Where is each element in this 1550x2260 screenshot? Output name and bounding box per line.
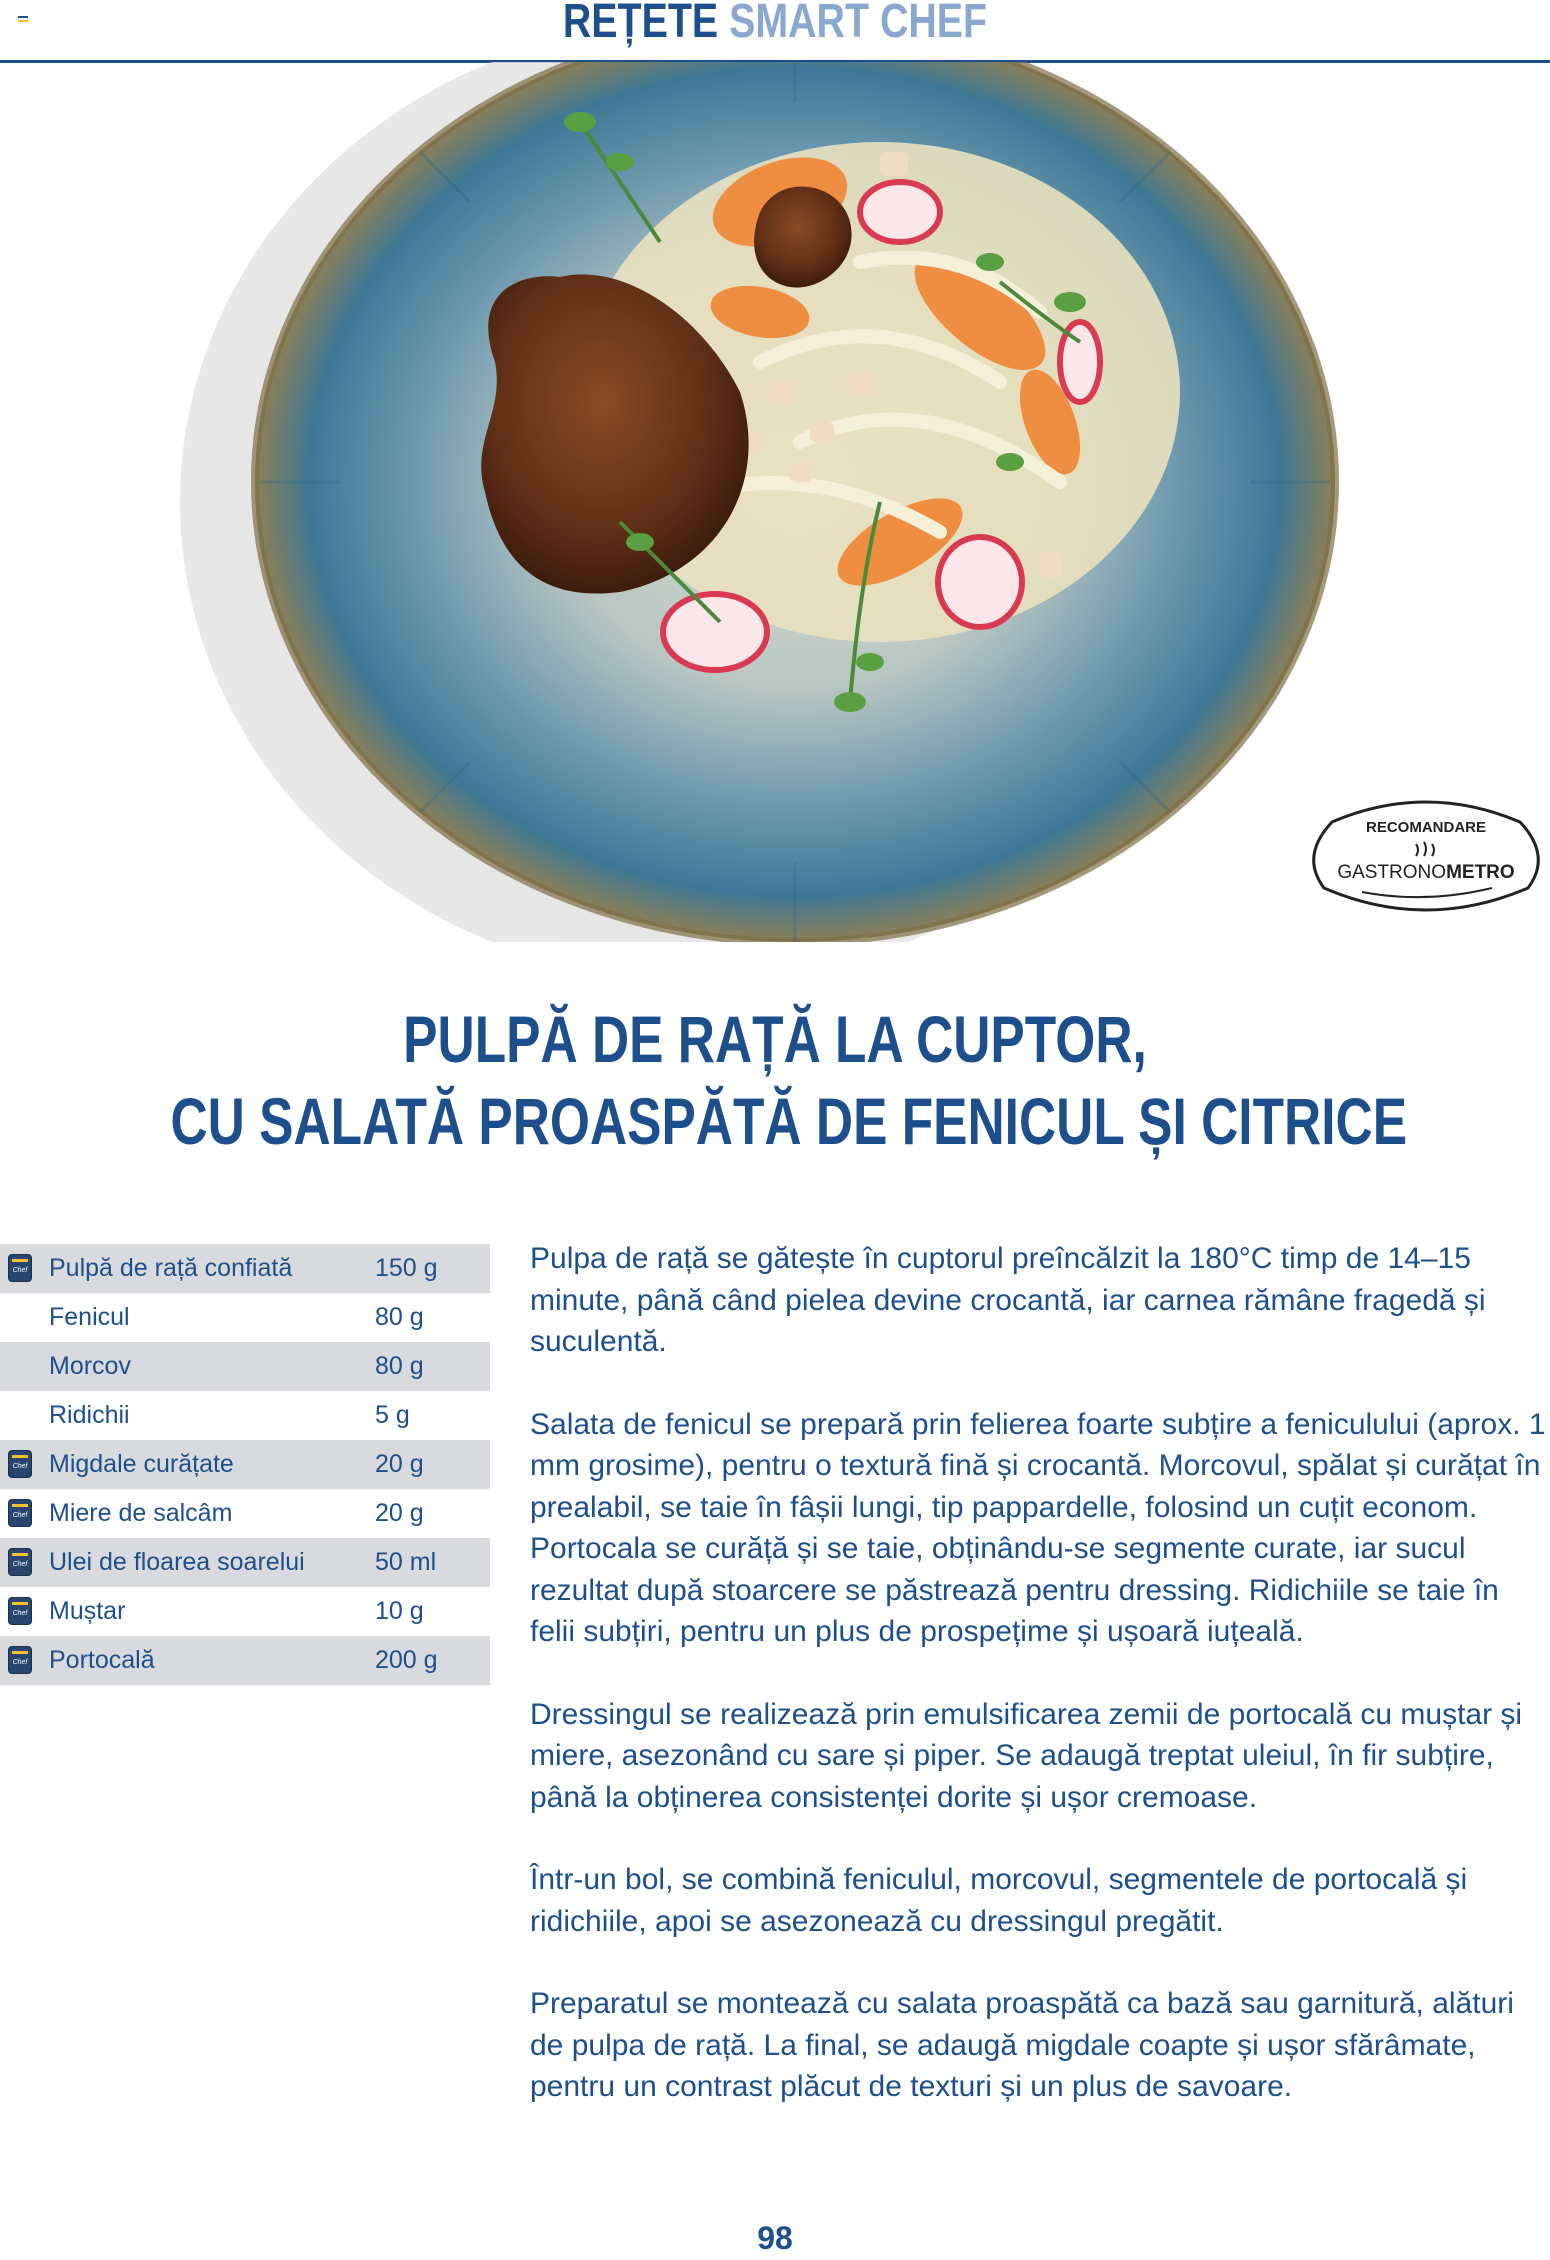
badge-brand-light: GASTRONO [1337,862,1447,883]
ingredient-quantity: 80 g [375,1303,424,1331]
section-title [140,0,1411,49]
metro-chef-icon [8,1499,32,1527]
ingredient-row [0,1538,490,1587]
ingredient-name: Miere de salcâm [49,1499,233,1527]
metro-chef-icon [8,1646,32,1674]
ingredient-quantity: 5 g [375,1401,410,1429]
ingredient-name: Muștar [49,1597,126,1625]
ingredient-quantity: 150 g [375,1254,438,1282]
ingredient-name: Portocală [49,1646,155,1674]
step-paragraph: Pulpa de rață se gătește în cuptorul preîncălzit la 180°C timp de 14–15 minute, până când pielea devine crocantă, iar carnea rămâne fragedă și suculentă. [530,1242,1486,1358]
step-paragraph: Dressingul se realizează prin emulsificarea zemii de portocală cu muștar și miere, asezonând cu sare și piper. Se adaugă treptat uleiul, în fir subțire, până la obținerea consistenței dorite și ușor cremoase. [530,1697,1523,1814]
section-title-primary: REȚETE [562,0,719,48]
step-paragraph: Într-un bol, se combină feniculul, morcovul, segmentele de portocală și ridichiile, apoi se asezonează cu dressingul pregătit. [530,1863,1468,1938]
ingredient-name: Ulei de floarea soarelui [49,1548,305,1576]
ingredient-row [0,1636,490,1685]
ingredient-row [0,1293,490,1342]
metro-chef-icon [8,1548,32,1576]
ingredient-row [0,1489,490,1538]
badge-brand-bold: METRO [1446,862,1515,883]
ingredient-row [0,1244,490,1293]
ingredient-name: Migdale curățate [49,1450,234,1478]
metro-chef-icon [8,1450,32,1478]
gastronometro-badge [1302,792,1550,920]
recipe-title-line-2: CU SALATĂ PROASPĂTĂ DE FENICUL ȘI CITRICE [170,1084,1408,1158]
ingredient-name: Morcov [49,1352,131,1380]
ingredient-quantity: 10 g [375,1597,424,1625]
ingredient-row [0,1342,490,1391]
step-paragraph: Salata de fenicul se prepară prin felierea foarte subțire a feniculului (aprox. 1 mm grosime), pentru o textură fină și crocantă. Morcovul, spălat și curățat în prealabil, se taie în fâșii lungi, tip pappardelle, folosind un cuțit econom. Portocala se curăță și se taie, obținându-se segmente curate, iar sucul rezultat după stoarcere se păstrează pentru dressing. Ridichiile se taie în felii subțiri, pentru un plus de prospețime și ușoară iuțeală. [530,1407,1546,1648]
metro-logo-icon [18,16,28,24]
badge-top-text: RECOMANDARE [1366,819,1486,836]
ingredient-quantity: 20 g [375,1450,424,1478]
recipe-title-line-1: PULPĂ DE RAȚĂ LA CUPTOR, [403,1002,1147,1076]
section-title-secondary: SMART CHEF [729,0,988,48]
step-paragraph: Preparatul se montează cu salata proaspătă ca bază sau garnitură, alături de pulpa de rață. La final, se adaugă migdale coapte și ușor sfărâmate, pentru un contrast plăcut de texturi și un plus de savoare. [530,1987,1514,2103]
metro-chef-icon [8,1597,32,1625]
ingredient-name: Fenicul [49,1303,130,1331]
ingredient-name: Pulpă de rață confiată [49,1254,293,1282]
ingredient-quantity: 50 ml [375,1548,437,1576]
svg-text:GASTRONOMETRO [1337,862,1514,883]
ingredient-row [0,1440,490,1489]
metro-chef-icon [8,1254,32,1282]
ingredient-row [0,1587,490,1636]
ingredient-row [0,1391,490,1440]
ingredient-quantity: 80 g [375,1352,424,1380]
ingredient-quantity: 200 g [375,1646,438,1674]
ingredients-list [0,1244,490,1685]
page-number: 98 [757,2220,793,2256]
ingredient-name: Ridichii [49,1401,130,1429]
ingredient-quantity: 20 g [375,1499,424,1527]
recipe-title [170,998,1408,1162]
preparation-steps [530,1238,1550,2149]
